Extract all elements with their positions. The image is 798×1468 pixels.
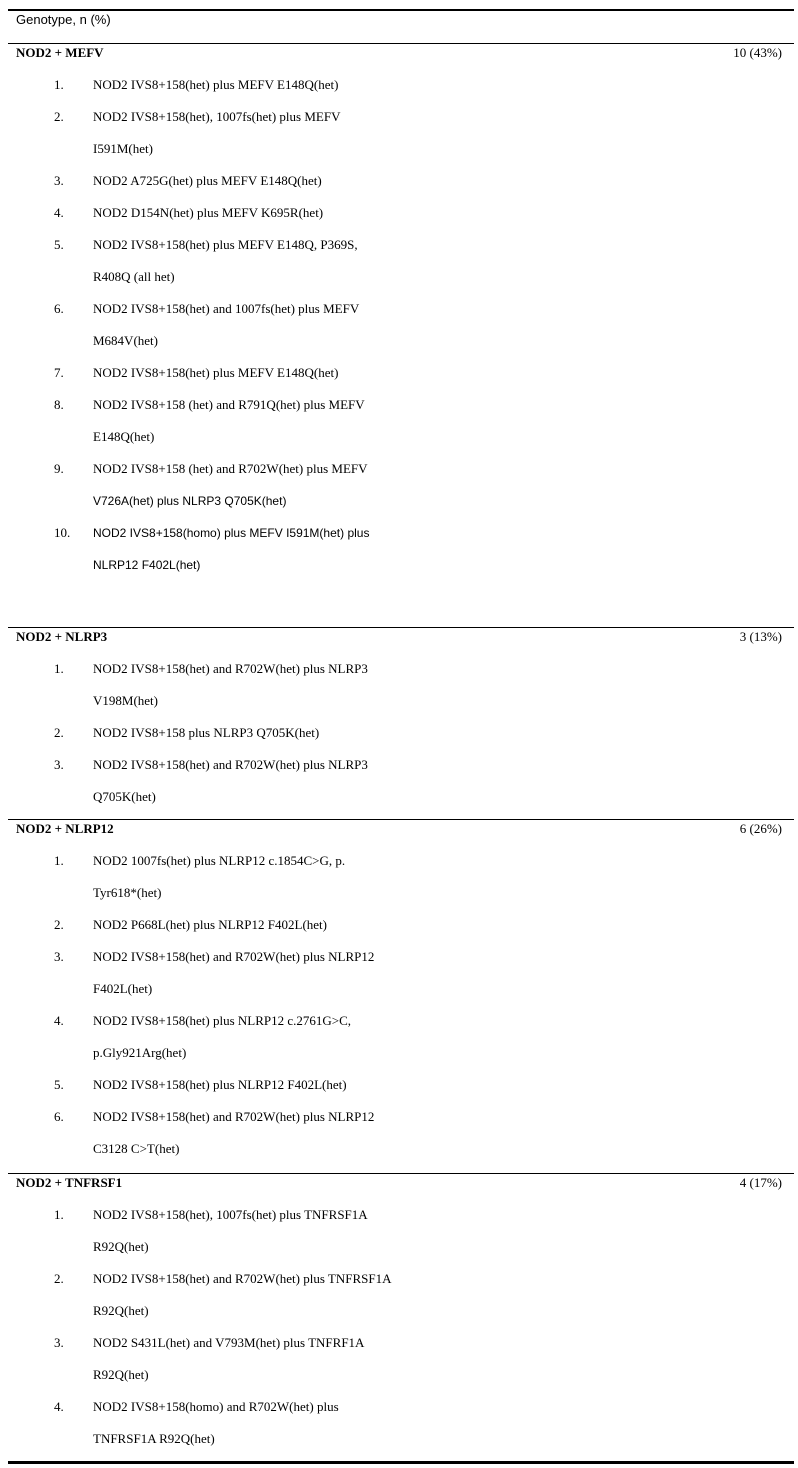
item-number: 2. [54, 109, 64, 124]
list-item-line [0, 1043, 798, 1063]
item-text: NOD2 IVS8+158 plus NLRP3 Q705K(het) [93, 725, 320, 740]
item-text: NOD2 IVS8+158(het) and R702W(het) plus NLRP12 [93, 1109, 375, 1124]
list-item-line [0, 491, 798, 511]
list-item-line [0, 459, 798, 479]
list-item-line [0, 979, 798, 999]
item-text: NOD2 IVS8+158(homo) and R702W(het) plus [93, 1399, 339, 1414]
section-count: 6 (26%) [739, 821, 782, 836]
item-text: NOD2 IVS8+158(homo) plus MEFV I591M(het) plus [93, 526, 370, 540]
list-item-line [0, 267, 798, 287]
section-count: 3 (13%) [739, 629, 782, 644]
list-item-line [0, 235, 798, 255]
list-item-line [0, 1365, 798, 1385]
section-rule [8, 819, 794, 820]
list-item-line [0, 363, 798, 383]
item-number: 6. [54, 1109, 64, 1124]
section-rule [8, 43, 794, 44]
item-number: 2. [54, 917, 64, 932]
item-text: NOD2 A725G(het) plus MEFV E148Q(het) [93, 173, 322, 188]
item-text: NOD2 IVS8+158(het) plus MEFV E148Q(het) [93, 77, 339, 92]
item-number: 5. [54, 1077, 64, 1092]
section-rule [8, 1173, 794, 1174]
table-header-genotype: Genotype, n (%) [16, 12, 111, 27]
item-text: F402L(het) [93, 981, 153, 996]
item-number: 5. [54, 237, 64, 252]
item-text: NOD2 IVS8+158(het) and R702W(het) plus TNFRSF1A [93, 1271, 392, 1286]
list-item-line [0, 1107, 798, 1127]
item-text: NOD2 IVS8+158(het), 1007fs(het) plus MEFV [93, 109, 341, 124]
list-item-line [0, 1301, 798, 1321]
item-text: I591M(het) [93, 141, 153, 156]
item-number: 7. [54, 365, 64, 380]
item-text: NOD2 IVS8+158(het), 1007fs(het) plus TNFRSF1A [93, 1207, 368, 1222]
item-number: 9. [54, 461, 64, 476]
item-text: NOD2 IVS8+158 (het) and R702W(het) plus MEFV [93, 461, 368, 476]
item-text: NOD2 IVS8+158(het) and 1007fs(het) plus MEFV [93, 301, 360, 316]
section-count: 4 (17%) [739, 1175, 782, 1190]
item-number: 1. [54, 1207, 64, 1222]
item-number: 4. [54, 1013, 64, 1028]
item-number: 6. [54, 301, 64, 316]
item-text: NOD2 IVS8+158(het) and R702W(het) plus NLRP3 [93, 757, 368, 772]
item-text: NOD2 IVS8+158(het) plus NLRP12 F402L(het) [93, 1077, 347, 1092]
item-text: R92Q(het) [93, 1303, 149, 1318]
list-item-line [0, 883, 798, 903]
list-item-line [0, 1205, 798, 1225]
item-text: NOD2 IVS8+158(het) plus NLRP12 c.2761G>C, [93, 1013, 352, 1028]
item-number: 1. [54, 77, 64, 92]
item-number: 3. [54, 757, 64, 772]
list-item-line [0, 659, 798, 679]
item-number: 2. [54, 1271, 64, 1286]
list-item-line [0, 107, 798, 127]
item-number: 2. [54, 725, 64, 740]
list-item-line [0, 555, 798, 575]
item-number: 4. [54, 205, 64, 220]
item-number: 1. [54, 661, 64, 676]
list-item-line [0, 1269, 798, 1289]
item-text: NOD2 D154N(het) plus MEFV K695R(het) [93, 205, 324, 220]
list-item-line [0, 139, 798, 159]
list-item-line [0, 1237, 798, 1257]
item-text: R92Q(het) [93, 1239, 149, 1254]
section-rule [8, 627, 794, 628]
item-text: V726A(het) plus NLRP3 Q705K(het) [93, 494, 287, 508]
list-item-line [0, 1429, 798, 1449]
item-text: NOD2 IVS8+158(het) and R702W(het) plus NLRP3 [93, 661, 368, 676]
item-text: NOD2 S431L(het) and V793M(het) plus TNFRF1A [93, 1335, 365, 1350]
section-title: NOD2 + NLRP12 [16, 821, 114, 836]
list-item-line [0, 851, 798, 871]
list-item-line [0, 299, 798, 319]
list-item-line [0, 1011, 798, 1031]
item-number: 3. [54, 173, 64, 188]
item-number: 3. [54, 1335, 64, 1350]
list-item-line [0, 203, 798, 223]
list-item-line [0, 1075, 798, 1095]
list-item-line [0, 523, 798, 543]
item-text: C3128 C>T(het) [93, 1141, 180, 1156]
item-number: 8. [54, 397, 64, 412]
list-item-line [0, 723, 798, 743]
item-text: NOD2 IVS8+158(het) and R702W(het) plus NLRP12 [93, 949, 375, 964]
item-text: NOD2 P668L(het) plus NLRP12 F402L(het) [93, 917, 327, 932]
bottom-rule [8, 1461, 794, 1464]
item-number: 3. [54, 949, 64, 964]
item-text: NLRP12 F402L(het) [93, 558, 201, 572]
item-text: Tyr618*(het) [93, 885, 162, 900]
item-number: 1. [54, 853, 64, 868]
item-text: NOD2 IVS8+158 (het) and R791Q(het) plus MEFV [93, 397, 365, 412]
list-item-line [0, 75, 798, 95]
list-item-line [0, 1333, 798, 1353]
list-item-line [0, 755, 798, 775]
section-title: NOD2 + TNFRSF1 [16, 1175, 123, 1190]
list-item-line [0, 691, 798, 711]
list-item-line [0, 1139, 798, 1159]
list-item-line [0, 787, 798, 807]
list-item-line [0, 331, 798, 351]
item-text: R408Q (all het) [93, 269, 175, 284]
list-item-line [0, 1397, 798, 1417]
item-text: NOD2 IVS8+158(het) plus MEFV E148Q(het) [93, 365, 339, 380]
list-item-line [0, 947, 798, 967]
item-text: M684V(het) [93, 333, 158, 348]
item-text: TNFRSF1A R92Q(het) [93, 1431, 215, 1446]
section-title: NOD2 + NLRP3 [16, 629, 108, 644]
list-item-line [0, 427, 798, 447]
list-item-line [0, 915, 798, 935]
item-text: V198M(het) [93, 693, 158, 708]
list-item-line [0, 395, 798, 415]
item-text: p.Gly921Arg(het) [93, 1045, 187, 1060]
item-text: NOD2 IVS8+158(het) plus MEFV E148Q, P369S, [93, 237, 358, 252]
item-text: E148Q(het) [93, 429, 155, 444]
item-text: Q705K(het) [93, 789, 156, 804]
top-rule [8, 9, 794, 11]
section-count: 10 (43%) [733, 45, 782, 60]
item-text: R92Q(het) [93, 1367, 149, 1382]
item-number: 10. [54, 525, 71, 540]
item-number: 4. [54, 1399, 64, 1414]
list-item-line [0, 171, 798, 191]
section-title: NOD2 + MEFV [16, 45, 104, 60]
item-text: NOD2 1007fs(het) plus NLRP12 c.1854C>G, p. [93, 853, 346, 868]
